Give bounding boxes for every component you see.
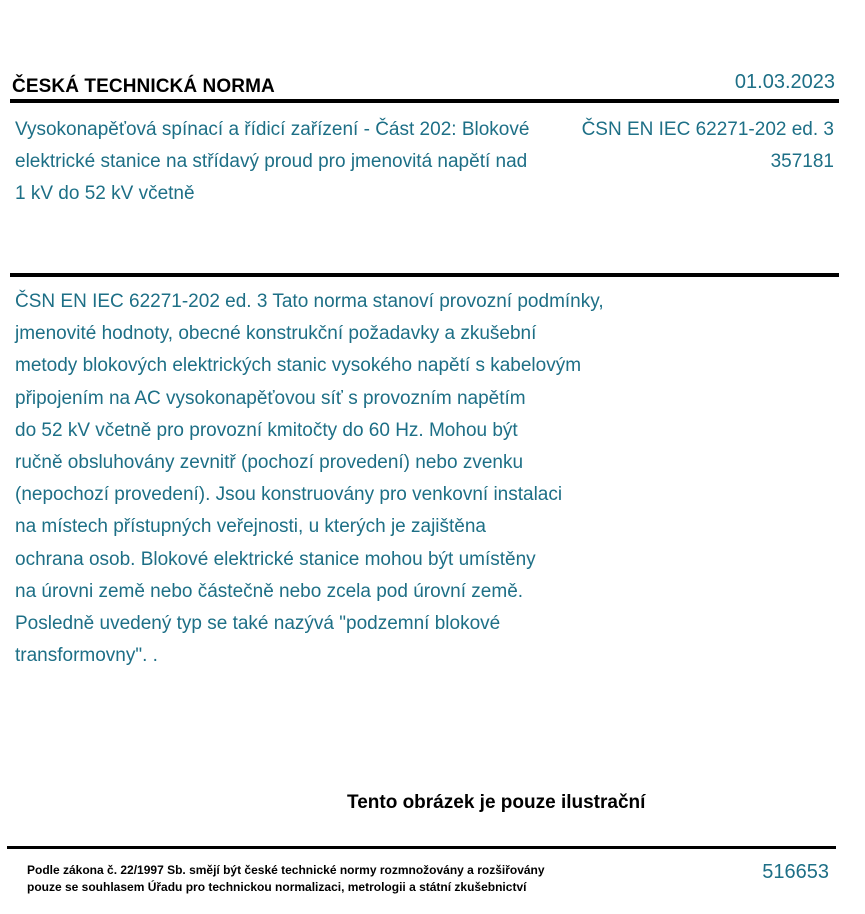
- footer-divider: [7, 846, 836, 849]
- classification-number: 357181: [770, 151, 834, 172]
- title-divider: [10, 273, 839, 277]
- standard-designation: ČSN EN IEC 62271-202 ed. 3: [581, 119, 834, 140]
- abstract-text: ČSN EN IEC 62271-202 ed. 3 Tato norma stanoví provozní podmínky, jmenovité hodnoty, obecné konstrukční požadavky a zkušební metody blokových elektrických stanic vysokého napětí s kabelovým připojením na AC vysokonapěťovou síť s provozním napětím do 52 kV včetně pro provozní kmitočty do 60 Hz. Mohou být ručně obsluhovány zevnitř (pochozí provedení) nebo zvenku (nepochozí provedení). Jsou konstruovány pro venkovní instalaci na místech přístupných veřejnosti, u kterých je zajištěna ochrana osob. Blokové elektrické stanice mohou být umístěny na úrovni země nebo částečně nebo zcela pod úrovní země. Posledně uvedený typ se také nazývá "podzemní blokové transformovny". .: [15, 291, 604, 667]
- document-title: Vysokonapěťová spínací a řídicí zařízení - Část 202: Blokové elektrické stanice na střídavý proud pro jmenovitá napětí nad 1 kV do 52 kV včetně: [15, 119, 530, 204]
- header-divider: [10, 99, 839, 103]
- document-number: 516653: [762, 861, 829, 883]
- standard-type-heading: ČESKÁ TECHNICKÁ NORMA: [12, 76, 275, 97]
- legal-notice: Podle zákona č. 22/1997 Sb. smějí být české technické normy rozmnožovány a rozšiřovány pouze se souhlasem Úřadu pro technickou normalizaci, metrologii a státní zkušebnictví: [27, 863, 545, 894]
- publication-date: 01.03.2023: [734, 71, 835, 93]
- illustration-disclaimer: Tento obrázek je pouze ilustrační: [347, 792, 646, 813]
- document-code: [514, 114, 834, 178]
